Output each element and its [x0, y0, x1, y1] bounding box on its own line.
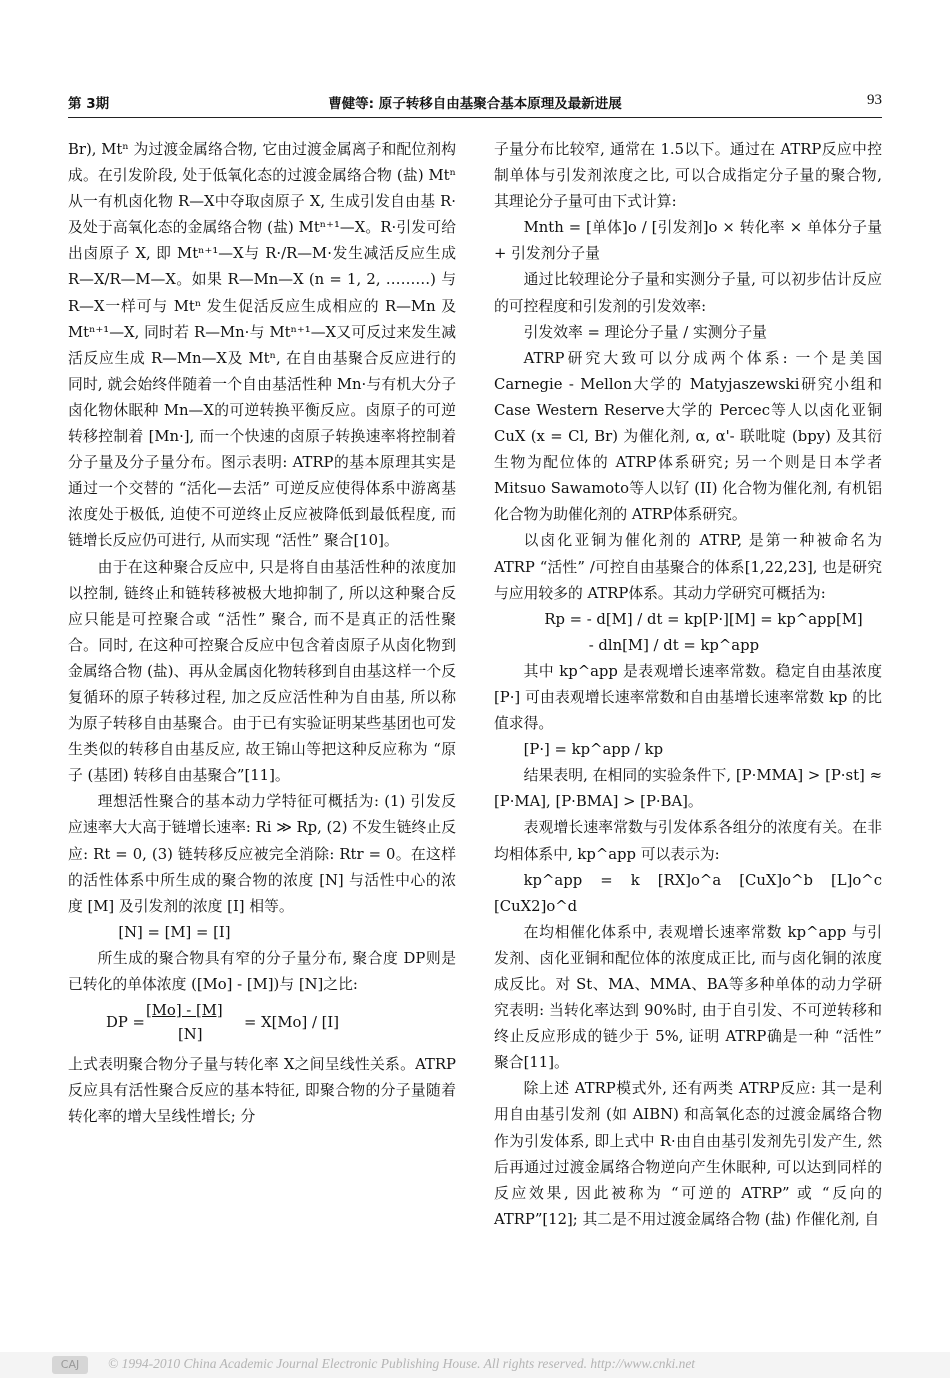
paragraph: 除上述 ATRP模式外, 还有两类 ATRP反应: 其一是利用自由基引发剂 (如 AIBN) 和高氧化态的过渡金属络合物作为引发体系, 即上式中 R·由自由基引发剂先引发产生, 然后再通过过渡金属络合物逆向产生休眠种, 可以达到同样的反应效果, 因此被称为 “可逆的 ATRP” 或 “反向的 ATRP”[12]; 其二是不用过渡金属络合物 (盐) 作催化剂, 自	[494, 1080, 882, 1228]
paragraph: 上式表明聚合物分子量与转化率 X之间呈线性关系。ATRP反应具有活性聚合反应的基本特征, 即聚合物的分子量随着转化率的增大呈线性增长; 分	[68, 1056, 456, 1126]
paragraph: 理想活性聚合的基本动力学特征可概括为: (1) 引发反应速率大大高于链增长速率: Ri ≫ Rp, (2) 不发生链终止反应: Rt = 0, (3) 链转移反应被完全消除: Rtr = 0。在这样的活性体系中所生成的聚合物的浓度 [N] 与活性中心的浓度 [M] 及引发剂的浓度 [I] 相等。	[68, 793, 456, 915]
left-column	[68, 137, 456, 1130]
paragraph: 子量分布比较窄, 通常在 1.5以下。通过在 ATRP反应中控制单体与引发剂浓度之比, 可以合成指定分子量的聚合物, 其理论分子量可由下式计算:	[494, 141, 882, 211]
cnki-logo-icon: CAJ	[52, 1356, 88, 1374]
equation-rate-log: - dln[M] / dt = kp^app	[588, 636, 760, 654]
page-number: 93	[867, 92, 882, 108]
equation-radical: [P·] = kp^app / kp	[523, 741, 664, 759]
running-title: 曹健等: 原子转移自由基聚合基本原理及最新进展	[328, 96, 622, 112]
issue-label: 第 3期	[68, 96, 110, 112]
paragraph: 通过比较理论分子量和实测分子量, 可以初步估计反应的可控程度和引发剂的引发效率:	[494, 271, 882, 315]
paragraph: 表观增长速率常数与引发体系各组分的浓度有关。在非均相体系中, kp^app 可以表示为:	[494, 819, 882, 863]
header-rule	[68, 117, 882, 118]
equation-rate: Rp = - d[M] / dt = kp[P·][M] = kp^app[M]	[544, 610, 863, 628]
equation-molecular-weight: Mnth = [单体]o / [引发剂]o × 转化率 × 单体分子量 + 引发剂分子量	[494, 219, 882, 263]
copyright-footer	[0, 1352, 950, 1378]
paragraph: ATRP研究大致可以分成两个体系: 一个是美国 Carnegie - Mellon大学的 Matyjaszewski研究小组和 Case Western Reserve大学的 Percec等人以卤化亚铜 CuX (x = Cl, Br) 为催化剂, α, α'- 联吡啶 (bpy) 及其衍生物为配位体的 ATRP体系研究; 另一个则是日本学者 Mitsuo Sawamoto等人以钌 (II) 化合物为催化剂, 有机铝化合物为助催化剂的 ATRP体系研究。	[494, 349, 882, 524]
equation-dp	[68, 998, 456, 1052]
copyright-text: © 1994-2010 China Academic Journal Electronic Publishing House. All rights reserved. http://www.cnki.net	[108, 1356, 696, 1371]
paragraph: 以卤化亚铜为催化剂的 ATRP, 是第一种被命名为 ATRP “活性” /可控自由基聚合的体系[1,22,23], 也是研究与应用较多的 ATRP体系。其动力学研究可概括为:	[494, 532, 882, 602]
paragraph: Br), Mtⁿ 为过渡金属络合物, 它由过渡金属离子和配位剂构成。在引发阶段, 处于低氧化态的过渡金属络合物 (盐) Mtⁿ 从一有机卤化物 R—X中夺取卤原子 X, 生成引发自由基 R·及处于高氧化态的金属络合物 (盐) Mtⁿ⁺¹—X。R·引发可给出卤原子 X, 即 Mtⁿ⁺¹—X与 R·/R—M·发生减活反应生成 R—X/R—M—X。如果 R—Mn—X (n = 1, 2, ………) 与 R—X一样可与 Mtⁿ 发生促活反应生成相应的 R—Mn 及 Mtⁿ⁺¹—X, 同时若 R—Mn·与 Mtⁿ⁺¹—X又可反过来发生减活反应生成 R—Mn—X及 Mtⁿ, 在自由基聚合反应进行的同时, 就会始终伴随着一个自由基活性种 Mn·与有机大分子卤化物休眠种 Mn—X的可逆转换平衡反应。卤原子的可逆转移控制着 [Mn·], 而一个快速的卤原子转换速率将控制着分子量及分子量分布。图示表明: ATRP的基本原理其实是通过一个交替的 “活化—去活” 可逆反应使得体系中游离基浓度处于极低, 迫使不可逆终止反应被降低到最低程度, 而链增长反应仍可进行, 从而实现 “活性” 聚合[10]。	[68, 141, 456, 550]
paragraph: 结果表明, 在相同的实验条件下, [P·MMA] > [P·st] ≈ [P·MA], [P·BMA] > [P·BA]。	[494, 767, 882, 811]
equation-efficiency: 引发效率 = 理论分子量 / 实测分子量	[523, 323, 767, 341]
dp-lhs: DP =	[106, 1014, 145, 1032]
equation-concentration: [N] = [M] = [I]	[118, 923, 231, 941]
running-header	[68, 92, 882, 114]
paragraph: 其中 kp^app 是表观增长速率常数。稳定自由基浓度 [P·] 可由表观增长速率常数和自由基增长速率常数 kp 的比值求得。	[494, 662, 882, 733]
paragraph: 由于在这种聚合反应中, 只是将自由基活性种的浓度加以控制, 链终止和链转移被极大地抑制了, 所以这种聚合反应只能是可控聚合或 “活性” 聚合, 而不是真正的活性聚合。同时, 在这种可控聚合反应中包含着卤原子从卤化物到金属络合物 (盐)、再从金属卤化物转移到自由基这样一个反复循环的原子转移过程, 加之反应活性种为自由基, 所以称为原子转移自由基聚合。由于已有实验证明某些基团也可发生类似的转移自由基反应, 故王锦山等把这种反应称为 “原子 (基团) 转移自由基聚合”[11]。	[68, 558, 456, 785]
dp-numerator: [Mo] - [M]	[146, 1002, 223, 1020]
right-column	[494, 137, 882, 1233]
equation-kapp: kp^app = k [RX]o^a [CuX]o^b [L]o^c [CuX2]o^d	[494, 871, 882, 915]
dp-rhs: = X[Mo] / [I]	[244, 1014, 340, 1032]
paragraph: 在均相催化体系中, 表观增长速率常数 kp^app 与引发剂、卤化亚铜和配位体的浓度成正比, 而与卤化铜的浓度成反比。对 St、MA、MMA、BA等多种单体的动力学研究表明: 当转化率达到 90%时, 由于自引发、不可逆转移和终止反应形成的链少于 5%, 证明 ATRP确是一种 “活性” 聚合[11]。	[494, 923, 882, 1072]
paragraph: 所生成的聚合物具有窄的分子量分布, 聚合度 DP则是已转化的单体浓度 ([Mo] - [M])与 [N]之比:	[68, 949, 456, 993]
dp-denominator: [N]	[178, 1026, 203, 1044]
